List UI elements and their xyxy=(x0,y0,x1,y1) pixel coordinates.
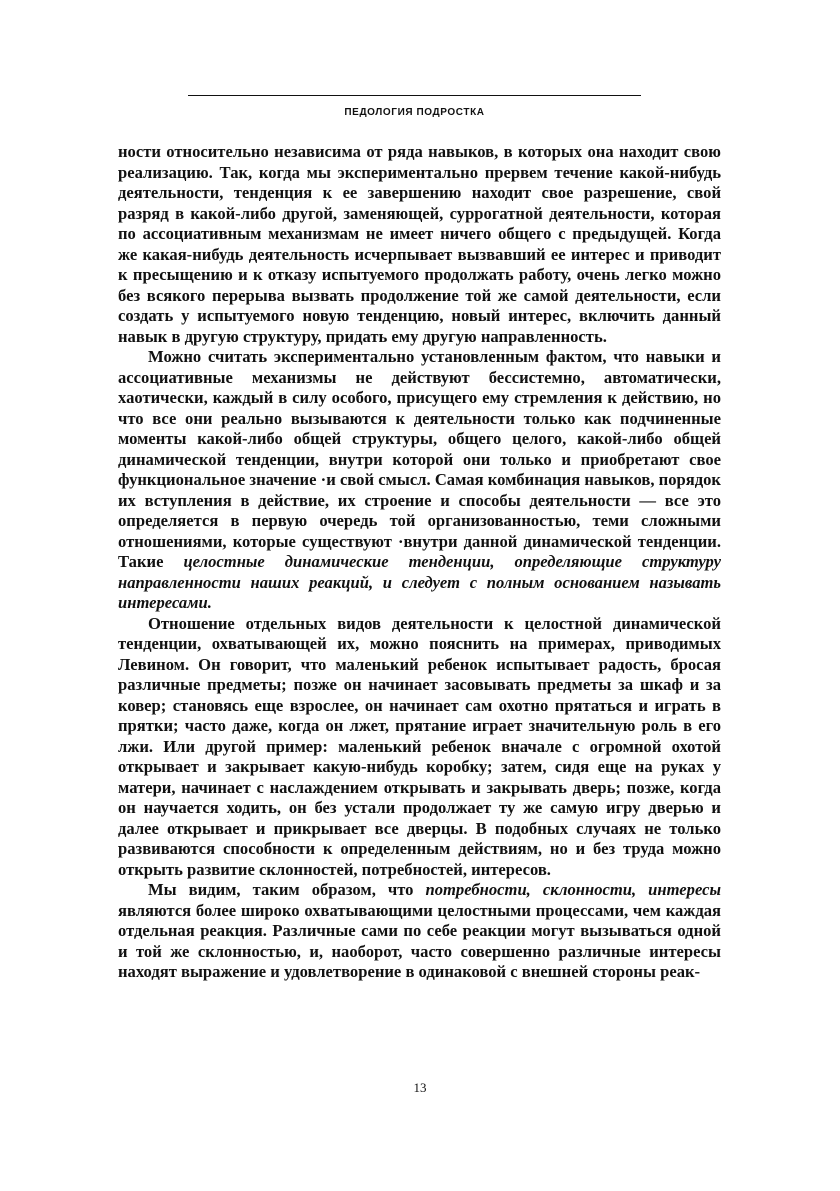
paragraph xyxy=(118,347,721,614)
paragraph xyxy=(118,880,721,983)
text-run: являются более широко охватывающими целостными процессами, чем каждая отдельная реакция. Различные сами по себе реакции могут вызываться одной и той же склонностью, и, наоборот, часто совершенно различные интересы находят выражение и удовлетворение в одинаковой с внешней стороны реак- xyxy=(118,900,721,981)
text-run: Отношение отдельных видов деятельности к целостной динамической тенденции, охватывающей их, можно пояснить на примерах, приводимых Левином. Он говорит, что маленький ребенок испытывает радость, бросая различные предметы; позже он начинает засовывать предметы за шкаф и за ковер; становясь еще взрослее, он начинает сам охотно прятаться и играть в прятки; часто даже, когда он лжет, прятание играет значительную роль в его лжи. Или другой пример: маленький ребенок вначале с огромной охотой открывает и закрывает какую-нибудь коробку; затем, сидя еще на руках у матери, начинает с наслаждением открывать и закрывать дверь; позже, когда он научается ходить, он без устали продолжает ту же самую игру дверью и далее открывает и прикрывает все дверцы. В подобных случаях не только развиваются способности к определенным действиям, но и без труда можно открыть развитие склонностей, потребностей, интересов. xyxy=(118,613,721,879)
body-text xyxy=(118,142,721,983)
text-run: ности относительно независима от ряда навыков, в которых она находит свою реализацию. Так, когда мы экспериментально прервем течение какой-нибудь деятельности, тенденция к ее завершению находит свое разрешение, свой разряд в какой-либо другой, заменяющей, суррогатной деятельности, которая по ассоциативным механизмам не имеет ничего общего с предыдущей. Когда же какая-нибудь деятельность исчерпывает вызвавший ее интерес и приводит к пресыщению и к отказу испытуемого продолжать работу, очень легко можно без всякого перерыва вызвать продолжение той же самой деятельности, если создать у испытуемого новую тенденцию, новый интерес, включить данный навык в другую структуру, придать ему другую направленность. xyxy=(118,142,721,346)
paragraph xyxy=(118,142,721,347)
page-number: 13 xyxy=(413,1080,427,1095)
italic-text: потребности, склонности, интересы xyxy=(425,880,721,899)
text-run: Мы видим, таким образом, что xyxy=(148,880,426,899)
text-run: Можно считать экспериментально установленным фактом, что навыки и ассоциативные механизмы не действуют бессистемно, автоматически, хаотически, каждый в силу особого, присущего ему стремления к действию, но что все они реально вызываются к деятельности только как подчиненные моменты какой-либо общей структуры, общего целого, какой-либо общей динамической тенденции, внутри которой они только и приобретают свое функциональное значение ·и свой смысл. Самая комбинация навыков, порядок их вступления в действие, их строение и способы деятельности — все это определяется в первую очередь той организованностью, теми сложными отношениями, которые существуют ·внутри данной динамической тенденции. Такие xyxy=(118,347,721,571)
paragraph xyxy=(118,614,721,881)
header-rule xyxy=(188,95,641,96)
running-head: ПЕДОЛОГИЯ ПОДРОСТКА xyxy=(344,107,485,118)
italic-text: целостные динамические тенденции, определяющие структуру направленности наших реакций, и следует с полным основанием называть интересами. xyxy=(118,552,721,612)
